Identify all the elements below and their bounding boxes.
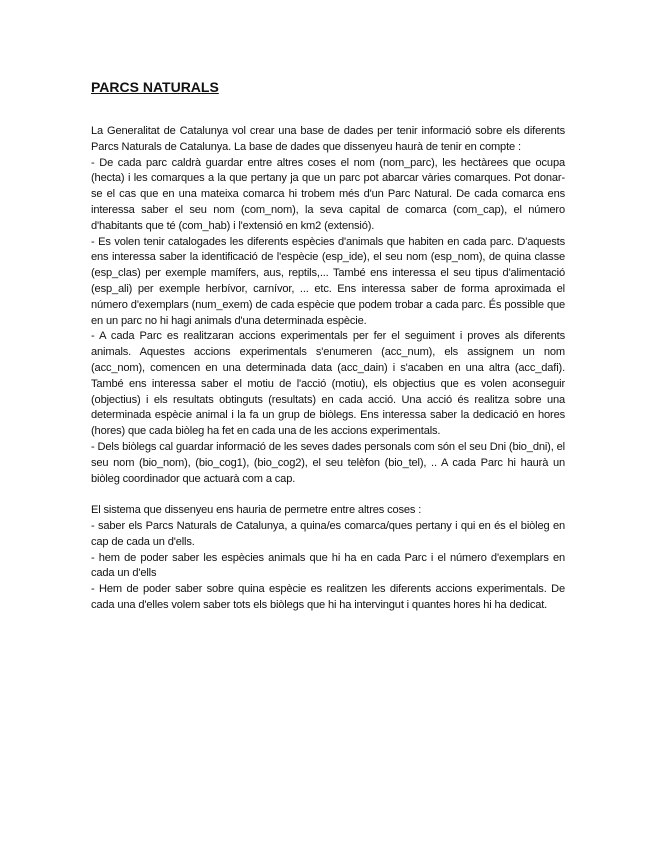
requirement-item: - saber els Parcs Naturals de Catalunya, a quina/es comarca/ques pertany i qui en és el biòleg en cap de cada un d'ells. (91, 519, 565, 548)
requirements-intro: El sistema que dissenyeu ens hauria de permetre entre altres coses : (91, 504, 422, 517)
list-item: - Es volen tenir catalogades les diferents espècies d'animals que habiten en cada parc. D'aquests ens interessa saber la identificació de l'espècie (esp_ide), el seu nom (esp_nom), de quina classe (esp_clas) per exemple mamífers, aus, reptils,... També ens interessa el seu tipus d'alimentació (esp_ali) per exemple herbívor, carnívor, ... etc. Ens interessa saber de forma aproximada el número d'exemplars (num_exem) de cada espècie que podem trobar a cada parc. És possible que en un parc no hi hagi animals d'una determinada espècie. (91, 235, 565, 327)
list-item: - Dels biòlegs cal guardar informació de les seves dades personals com són el seu Dni (bio_dni), el seu nom (bio_nom), (bio_cog1), (bio_cog2), el seu telèfon (bio_tel), .. A cada Parc hi haurà un biòleg coordinador que actuarà com a cap. (91, 440, 565, 485)
requirement-item: - Hem de poder saber sobre quina espècie es realitzen les diferents accions experimentals. De cada una d'elles volem saber tots els biòlegs que hi ha intervingut i quantes hores hi ha dedicat. (91, 583, 565, 611)
document-page (91, 78, 565, 614)
document-title: PARCS NATURALS (91, 79, 219, 95)
requirement-item: - hem de poder saber les espècies animals que hi ha en cada Parc i el número d'exemplars en cada un d'ells (91, 551, 565, 580)
intro-paragraph: La Generalitat de Catalunya vol crear una base de dades per tenir informació sobre els diferents Parcs Naturals de Catalunya. La base de dades que dissenyeu haurà de tenir en compte : (91, 125, 565, 153)
paragraph-spacer (91, 487, 565, 503)
list-item: - De cada parc caldrà guardar entre altres coses el nom (nom_parc), les hectàrees que ocupa (hecta) i les comarques a la que pertany ja que un parc pot abarcar vàries comarques. Pot donar-se el cas que en una mateixa comarca hi trobem més d'un Parc Natural. De cada comarca ens interessa saber el seu nom (com_nom), la seva capital de comarca (com_cap), el número d'habitants que té (com_hab) i l'extensió en km2 (extensió). (91, 156, 565, 232)
list-item: - A cada Parc es realitzaran accions experimentals per fer el seguiment i proves als diferents animals. Aquestes accions experimentals s'enumeren (acc_num), els assignem un nom (acc_nom), comencen en una determinada data (acc_dain) i s'acaben en una altra (acc_dafi). També ens interessa saber el motiu de l'acció (motiu), els objectius que es volen aconseguir (objectius) i els resultats obtinguts (resultats) en cada acció. Una acció és realitza sobre una determinada espècie animal i la fa un grup de biòlegs. Ens interessa saber la dedicació en hores (hores) que cada biòleg ha fet en cada una de les accions experimentals. (91, 330, 565, 438)
